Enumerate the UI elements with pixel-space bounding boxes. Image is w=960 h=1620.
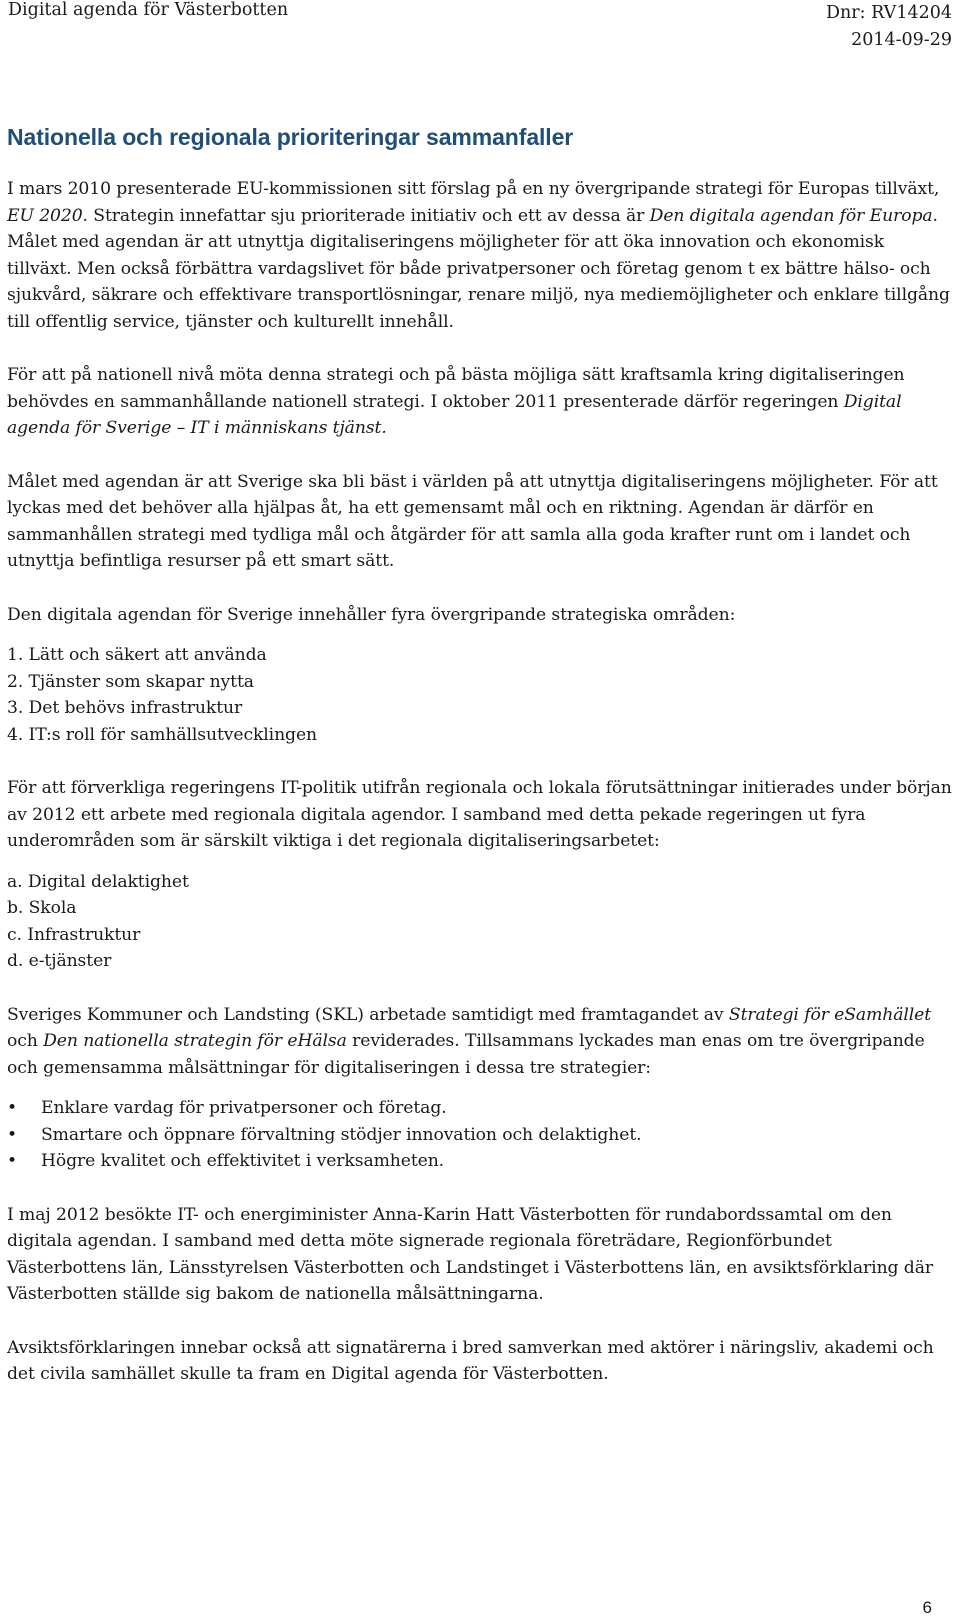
- subareas-list: [7, 869, 952, 975]
- header-date: 2014-09-29: [851, 30, 952, 50]
- p1-text-e: . Målet med agendan är att utnyttja digitaliseringens möjligheter för att öka innovation och ekonomisk tillväxt. Men också förbättra vardagslivet för både privatpersoner och företag genom t ex bättre hälso- och sjukvård, säkrare och effektivare transportlösningar, renare miljö, nya mediemöjligheter och enklare tillgång till offentlig service, tjänster och kulturellt innehåll.: [7, 205, 950, 332]
- p1-text-c: . Strategin innefattar sju prioriterade initiativ och ett av dessa är: [82, 205, 650, 226]
- paragraph-regional-agendas: För att förverkliga regeringens IT-politik utifrån regionala och lokala förutsättningar initierades under början av 2012 ett arbete med regionala digitala agendor. I samband med detta pekade regeringen ut fyra underområden som är särskilt viktiga i det regionala digitaliseringsarbetet:: [7, 778, 952, 851]
- paragraph-declaration: Avsiktsförklaringen innebar också att signatärerna i bred samverkan med aktörer i näringsliv, akademi och det civila samhället skulle ta fram en Digital agenda för Västerbotten.: [7, 1337, 934, 1384]
- list-item-text: Smartare och öppnare förvaltning stödjer innovation och delaktighet.: [41, 1124, 642, 1145]
- p1-text-a: I mars 2010 presenterade EU-kommissionen sitt förslag på en ny övergripande strategi för Europas tillväxt,: [7, 179, 940, 199]
- goals-list: [7, 1095, 952, 1175]
- bullet-icon: •: [7, 1151, 18, 1171]
- header-meta: [826, 0, 952, 54]
- p6-text-a: Sveriges Kommuner och Landsting (SKL) arbetade samtidigt med framtagandet av: [7, 1004, 729, 1025]
- paragraph-skl: [7, 1002, 952, 1082]
- list-item: [7, 1095, 952, 1122]
- list-item: [7, 1122, 952, 1149]
- list-item: 3. Det behövs infrastruktur: [7, 698, 243, 718]
- paragraph-national-strategy: [7, 362, 952, 442]
- page-header: [0, 0, 960, 50]
- list-item: 1. Lätt och säkert att använda: [7, 645, 267, 665]
- list-item: [7, 1148, 952, 1175]
- list-item-text: Högre kvalitet och effektivitet i verksamheten.: [41, 1151, 445, 1171]
- header-dnr: Dnr: RV14204: [826, 3, 952, 23]
- paragraph-areas-intro: Den digitala agendan för Sverige innehåller fyra övergripande strategiska områden:: [7, 604, 736, 625]
- bullet-icon: •: [7, 1124, 18, 1145]
- list-item: b. Skola: [7, 898, 77, 918]
- paragraph-goal: Målet med agendan är att Sverige ska bli bäst i världen på att utnyttja digitaliseringens möjligheter. För att lyckas med det behöver alla hjälpas åt, ha ett gemensamt mål och en riktning. Agendan är därför en sammanhållen strategi med tydliga mål och åtgärder för att samla alla goda krafter runt om i landet och utnyttja befintliga resurser på ett smart sätt.: [7, 471, 938, 571]
- p2-text-a: För att på nationell nivå möta denna strategi och på bästa möjliga sätt kraftsamla kring digitaliseringen behövdes en sammanhållande nationell strategi. I oktober 2011 presenterade därför regeringen: [7, 365, 905, 412]
- list-item: a. Digital delaktighet: [7, 871, 189, 892]
- paragraph-eu2020: [7, 176, 952, 335]
- list-item: 2. Tjänster som skapar nytta: [7, 671, 254, 692]
- p6-text-c: och: [7, 1031, 44, 1051]
- paragraph-minister-visit: I maj 2012 besökte IT- och energiminister Anna-Karin Hatt Västerbotten för rundabordssamtal om den digitala agendan. I samband med detta möte signerade regionala företrädare, Regionförbundet Västerbottens län, Länsstyrelsen Västerbotten och Landstinget i Västerbottens län, en avsiktsförklaring där Västerbotten ställde sig bakom de nationella målsättningarna.: [7, 1204, 933, 1304]
- list-item-text: Enklare vardag för privatpersoner och företag.: [41, 1098, 447, 1118]
- document-body: [7, 122, 952, 1415]
- p1-emph-eu2020: EU 2020: [7, 205, 83, 226]
- section-heading: Nationella och regionala prioriteringar sammanfaller: [7, 124, 574, 150]
- list-item: d. e-tjänster: [7, 951, 112, 971]
- p6-text-e: reviderades. Tillsammans lyckades man enas om tre övergripande och gemensamma målsättningar för digitaliseringen i dessa tre strategier:: [7, 1031, 925, 1078]
- list-item: c. Infrastruktur: [7, 924, 141, 945]
- header-title: Digital agenda för Västerbotten: [8, 0, 289, 20]
- p2-emph-agenda-sverige: Digital agenda för Sverige – IT i människans tjänst.: [7, 391, 902, 438]
- bullet-icon: •: [7, 1098, 18, 1118]
- list-item: 4. IT:s roll för samhällsutvecklingen: [7, 724, 317, 745]
- strategic-areas-list: [7, 642, 952, 748]
- page-number: 6: [922, 1598, 932, 1617]
- p1-emph-agenda-europa: Den digitala agendan för Europa: [649, 205, 933, 226]
- p6-emph-ehalsa: Den nationella strategin för eHälsa: [43, 1031, 347, 1051]
- p6-emph-esamhallet: Strategi för eSamhället: [728, 1004, 932, 1025]
